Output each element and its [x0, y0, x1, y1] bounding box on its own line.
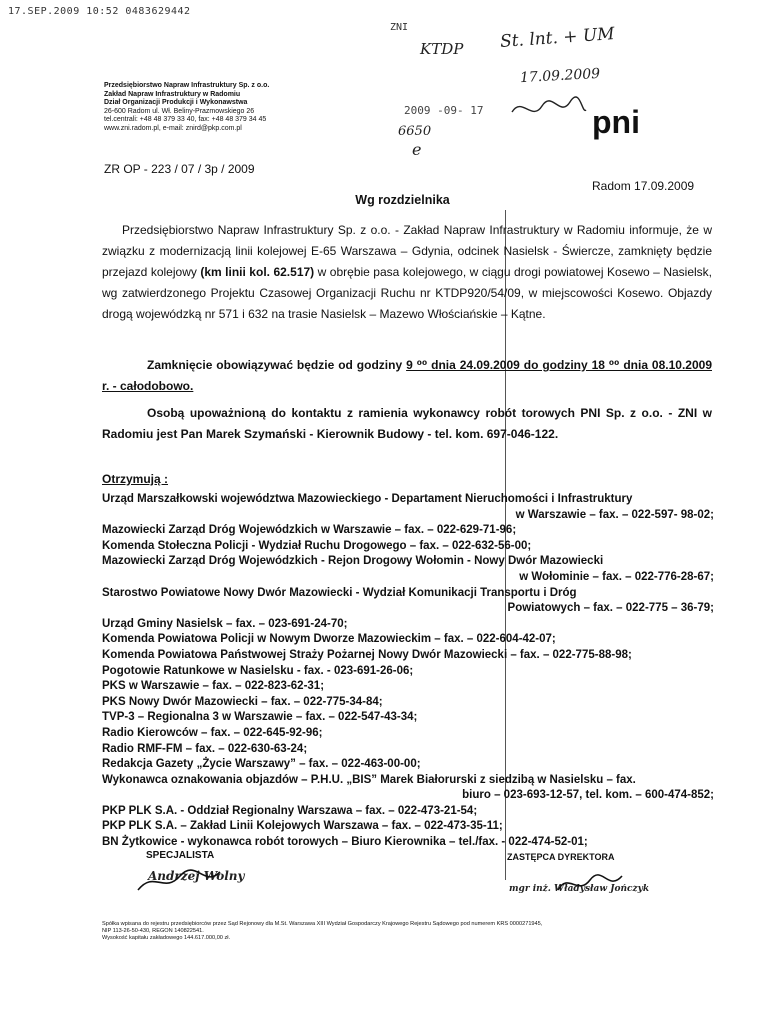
company-header [104, 82, 269, 134]
list-item: Radio RMF-FM – fax. – 022-630-63-24; [102, 742, 308, 755]
footer-capital: Wysokość kapitału zakładowego 144.617.000,00 zł. [102, 935, 231, 941]
railway-km: (km linii kol. 62.517) [200, 265, 315, 279]
list-item: BN Żytkowice - wykonawca robót torowych – Biuro Kierownika – tel./fax. - 022-474-52-01; [102, 836, 588, 849]
list-item: Powiatowych – fax. – 022-775 – 36-79; [507, 602, 714, 615]
initials-scribble [508, 92, 588, 126]
company-branch: Zakład Napraw Infrastruktury w Radomiu [104, 90, 241, 98]
document-reference: ZR OP - 223 / 07 / 3p / 2009 [104, 162, 255, 176]
document-title: Wg rozdzielnika [355, 193, 450, 207]
list-item: Redakcja Gazety „Życie Warszawy” – fax. – 022-463-00-00; [102, 758, 421, 771]
right-signature-title: ZASTĘPCA DYREKTORA [507, 852, 615, 862]
list-item: Urząd Gminy Nasielsk – fax. – 023-691-24-70; [102, 617, 348, 630]
list-item: Komenda Stołeczna Policji - Wydział Ruchu Drogowego – fax. – 022-632-56-00; [102, 539, 532, 552]
legal-footer [102, 921, 542, 942]
company-name: Przedsiębiorstwo Napraw Infrastruktury Sp. z o.o. [104, 82, 270, 89]
list-item: Mazowiecki Zarząd Dróg Wojewódzkich w Warszawie – fax. – 022-629-71-96; [102, 524, 517, 537]
list-item: Pogotowie Ratunkowe w Nasielsku - fax. - 023-691-26-06; [102, 664, 414, 677]
left-signature-scribble [134, 864, 224, 898]
list-item: Komenda Powiatowa Policji w Nowym Dworze Mazowieckim – fax. – 022-604-42-07; [102, 633, 556, 646]
body-paragraph [102, 220, 712, 325]
fax-zni-label: ZNI [390, 22, 409, 33]
company-department: Dział Organizacji Produkcji i Wykonawstwa [104, 99, 248, 107]
footer-registration: Spółka wpisana do rejestru przedsiębiorców przez Sąd Rejonowy dla M.St. Warszawa XIII Wydział Gospodarczy Krajowego Rejestru Sądowego pod numerem KRS 0000271945, [102, 921, 543, 927]
document-date: Radom 17.09.2009 [592, 179, 695, 193]
list-item: PKP PLK S.A. – Zakład Linii Kolejowych Warszawa – fax. – 022-473-35-11; [102, 820, 503, 833]
list-item: PKS Nowy Dwór Mazowiecki – fax. – 022-775-34-84; [102, 695, 383, 708]
contact-paragraph [102, 403, 712, 445]
paragraph-text-2: w obrębie pasa kolejowego, w ciągu drogi powiatowej Kosewo – Nasielsk, wg zatwierdzonego Projektu Czasowej Organizacji Ruchu nr KTDP920/54/09, w miejscowości Kosewo. Objazdy drogą wojewódzką nr 571 i 632 na trasie Nasielsk – Mazewo Włościańskie – Kątne. [102, 265, 712, 321]
list-item: biuro – 023-693-12-57, tel. kom. – 600-474-852; [462, 789, 714, 802]
fax-header: 17.SEP.2009 10:52 0483629442 [8, 6, 191, 17]
paragraph-text-1: Przedsiębiorstwo Napraw Infrastruktury Sp. z o.o. - Zakład Napraw Infrastruktury w Radomiu informuje, że w związku z modernizacją linii kolejowej E-65 Warszawa – Gdynia, odcinek Nasielsk - Świercze, zamknięty będzie przejazd kolejowy [102, 223, 712, 279]
closure-dates: 9 ⁰⁰ dnia 24.09.2009 do godziny 18 ⁰⁰ dnia 08.10.2009 r. - całodobowo. [102, 358, 712, 393]
recipients-heading: Otrzymują : [102, 472, 169, 486]
company-address: 26-600 Radom ul. Wł. Beliny-Prazmowskiego 26 [104, 107, 255, 115]
left-signature: Andrzej Wolny [148, 869, 245, 883]
list-item: Wykonawca oznakowania objazdów – P.H.U. „BIS” Marek Białorurski z siedzibą w Nasielsku – fax. [102, 773, 636, 786]
recipients-list [102, 492, 714, 851]
contact-text: Osobą upoważnioną do kontaktu z ramienia wykonawcy robót torowych PNI Sp. z o.o. - ZNI w Radomiu jest Pan Marek Szymański - Kierownik Budowy - tel. kom. 697-046-122. [102, 406, 712, 441]
list-item: TVP-3 – Regionalna 3 w Warszawie – fax. – 022-547-43-34; [102, 711, 418, 724]
list-item: PKP PLK S.A. - Oddział Regionalny Warszawa – fax. – 022-473-21-54; [102, 804, 478, 817]
footer-tax-ids: NIP 113-26-50-430, REGON 140822541. [102, 928, 204, 934]
list-item: PKS w Warszawie – fax. – 022-823-62-31; [102, 680, 325, 693]
list-item: w Wołominie – fax. – 022-776-28-67; [519, 570, 714, 583]
received-stamp: 2009 -09- 17 [404, 104, 484, 117]
closure-text: Zamknięcie obowiązywać będzie od godziny [147, 358, 407, 372]
right-signature-scribble [556, 870, 626, 898]
list-item: Starostwo Powiatowe Nowy Dwór Mazowiecki - Wydział Komunikacji Transportu i Dróg [102, 586, 577, 599]
handwritten-date: 17.09.2009 [519, 65, 601, 87]
list-item: Mazowiecki Zarząd Dróg Wojewódzkich - Rejon Drogowy Wołomin - Nowy Dwór Mazowiecki [102, 555, 604, 568]
right-signature: mgr inż. Władysław Jończyk [509, 884, 650, 894]
company-web-email: www.zni.radom.pl, e-mail: znird@pkp.com.pl [104, 124, 242, 132]
company-logo: pni [592, 104, 640, 140]
handwritten-mark: e [412, 140, 422, 159]
closure-paragraph [102, 355, 712, 397]
left-signature-title: SPECJALISTA [146, 850, 215, 861]
handwritten-number: 6650 [398, 124, 432, 139]
list-item: w Warszawie – fax. – 022-597- 98-02; [515, 508, 714, 521]
list-item: Radio Kierowców – fax. – 022-645-92-96; [102, 726, 323, 739]
list-item: Urząd Marszałkowski województwa Mazowieckiego - Departament Nieruchomości i Infrastruktury [102, 493, 633, 505]
company-phone-fax: tel.centrali: +48 48 379 33 40, fax: +48 48 379 34 45 [104, 116, 267, 124]
list-item: Komenda Powiatowa Państwowej Straży Pożarnej Nowy Dwór Mazowiecki – fax. – 022-775-88-98; [102, 648, 632, 661]
handwritten-distribution-note: St. lnt. + UM [499, 24, 616, 52]
handwritten-ktdp: KTDP [420, 40, 464, 58]
